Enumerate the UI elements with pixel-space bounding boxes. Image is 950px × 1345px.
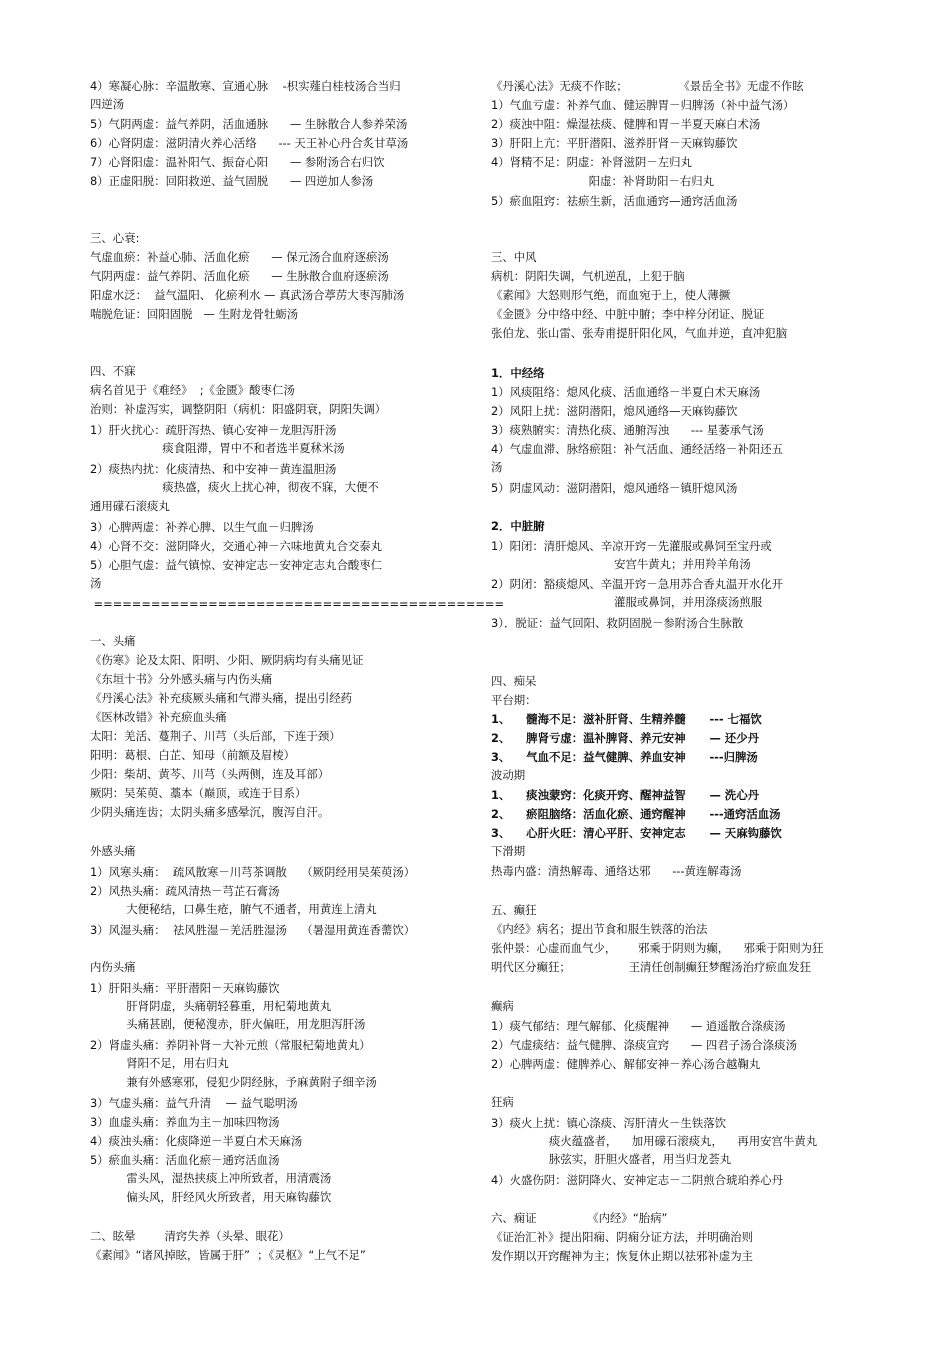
text-line: 3、 气血不足：益气健脾、养血安神 ---归脾汤 xyxy=(491,750,758,764)
text-line: 5）气阴两虚：益气养阴，活血通脉 — 生脉散合人参养荣汤 xyxy=(90,117,408,131)
text-line: 张仲景：心虚而血气少， 邪乘于阴则为癫， 邪乘于阳则为狂 xyxy=(491,941,824,955)
text-line: 7）心肾阳虚：温补阳气、振奋心阳 — 参附汤合右归饮 xyxy=(90,155,385,169)
text-line: 太阳：羌活、蔓荆子、川芎（头后部，下连于颈） xyxy=(90,729,341,743)
text-line: 安宫牛黄丸；并用羚羊角汤 xyxy=(491,557,751,571)
text-line: 四、不寐 xyxy=(90,364,136,378)
text-line: 《素闻》大怒则形气绝，而血宛于上，使人薄撅 xyxy=(491,288,731,302)
text-line: 5）瘀血头痛：活血化瘀－通窍活血汤 xyxy=(90,1153,280,1167)
text-line: 4）火盛伤阴：滋阴降火、安神定志－二阴煎合琥珀养心丹 xyxy=(491,1173,784,1187)
text-line: 三、中风 xyxy=(491,250,537,264)
text-line: 5）瘀血阻窍：祛瘀生新，活血通窍—通窍活血汤 xyxy=(491,194,738,208)
text-line: 《伤寒》论及太阳、阳明、少阳、厥阴病均有头痛见证 xyxy=(90,653,364,667)
text-line: 4）心肾不交：滋阴降火，交通心神－六味地黄丸合交泰丸 xyxy=(90,539,383,553)
text-line: 通用礞石滚痰丸 xyxy=(90,499,170,513)
text-line: 气虚血瘀：补益心肺、活血化瘀 — 保元汤合血府逐瘀汤 xyxy=(90,250,389,264)
text-line: 癫病 xyxy=(491,999,514,1013)
text-line: 3）心脾两虚：补养心脾、以生气血－归脾汤 xyxy=(90,520,314,534)
text-line: 下滑期 xyxy=(491,844,526,858)
text-line: 四、痴呆 xyxy=(491,674,537,688)
text-line: 平台期： xyxy=(491,693,537,707)
text-line: 1、 痰浊蒙窍：化痰开窍、醒神益智 — 洗心丹 xyxy=(491,788,759,802)
text-line: 少阳：柴胡、黄芩、川芎（头两侧，连及耳部） xyxy=(90,767,330,781)
text-line: 一、头痛 xyxy=(90,634,136,648)
text-line: 《东垣十书》分外感头痛与内伤头痛 xyxy=(90,672,273,686)
text-line: 2）气虚痰结：益气健脾、涤痰宣窍 — 四君子汤合涤痰汤 xyxy=(491,1038,797,1052)
text-line: 2、 瘀阻脑络：活血化瘀、通窍醒神 ---通窍活血汤 xyxy=(491,807,781,821)
text-line: 偏头风，肝经风火所致者，用天麻钩藤饮 xyxy=(90,1190,332,1204)
text-line: 1）痰气郁结：理气解郁、化痰醒神 — 逍遥散合涤痰汤 xyxy=(491,1019,786,1033)
text-line: 阳虚：补肾助阳－右归丸 xyxy=(491,174,715,188)
text-line: 《丹溪心法》补充痰厥头痛和气滞头痛，提出引经药 xyxy=(90,691,352,705)
text-line: 痰火蕴盛者， 加用礞石滚痰丸， 再用安宫牛黄丸 xyxy=(491,1134,818,1148)
text-line: 热毒内盛：清热解毒、通络达邪 ---黄连解毒汤 xyxy=(491,864,742,878)
text-line: 六、痫证 《内经》“胎病” xyxy=(491,1211,668,1225)
text-line: 二、眩晕 清窍失养（头晕、眼花） xyxy=(90,1229,290,1243)
text-line: 3）．脱证：益气回阳、救阴固脱－参附汤合生脉散 xyxy=(491,616,744,630)
text-line: 狂病 xyxy=(491,1095,514,1109)
text-line: 四逆汤 xyxy=(90,97,125,111)
text-line: 病机：阴阳失调，气机逆乱，上犯于脑 xyxy=(491,269,685,283)
text-line: 2）风热头痛：疏风清热－芎芷石膏汤 xyxy=(90,884,280,898)
text-line: 6）心肾阴虚：滋阴清火养心活络 --- 天王补心丹合炙甘草汤 xyxy=(90,136,409,150)
text-line: 4）寒凝心脉：辛温散寒、宣通心脉 -枳实薤白桂枝汤合当归 xyxy=(90,79,401,93)
text-line: 大便秘结，口鼻生疮，腑气不通者，用黄连上清丸 xyxy=(90,902,377,916)
text-line: 3）痰火上扰：镇心涤痰、泻肝清火－生铁落饮 xyxy=(491,1116,727,1130)
text-line: 兼有外感寒邪，侵犯少阴经脉，予麻黄附子细辛汤 xyxy=(90,1075,377,1089)
text-line: 3）肝阳上亢：平肝潜阳、滋养肝肾－天麻钩藤饮 xyxy=(491,136,738,150)
text-line: 2）痰热内扰：化痰清热、和中安神－黄连温胆汤 xyxy=(90,462,337,476)
text-line: 1．中经络 xyxy=(491,366,545,380)
text-line: 《素闻》“诸风掉眩，皆属于肝” ；《灵枢》“上气不足” xyxy=(90,1248,366,1262)
text-line: 汤 xyxy=(491,460,503,474)
text-line: 4）痰浊头痛：化痰降逆－半夏白术天麻汤 xyxy=(90,1134,303,1148)
text-line: 2）肾虚头痛：养阴补肾－大补元煎（常服杞菊地黄丸） xyxy=(90,1038,371,1052)
text-line: 《医林改错》补充瘀血头痛 xyxy=(90,710,227,724)
text-line: 阳明：葛根、白芷、知母（前额及眉棱） xyxy=(90,748,296,762)
text-line: 2）阴闭：豁痰熄风、辛温开窍－急用苏合香丸温开水化开 xyxy=(491,577,784,591)
text-line: 气阴两虚：益气养阴、活血化瘀 — 生脉散合血府逐瘀汤 xyxy=(90,269,389,283)
text-line: 2、 脾肾亏虚：温补脾肾、养元安神 — 还少丹 xyxy=(491,731,759,745)
text-line: 头痛甚剧，便秘溲赤，肝火偏旺，用龙胆泻肝汤 xyxy=(90,1017,366,1031)
text-line: 《内经》病名；提出节食和服生铁落的治法 xyxy=(491,922,708,936)
text-line: 2．中脏腑 xyxy=(491,519,545,533)
divider-rule: =========================================== xyxy=(90,597,505,611)
text-line: 发作期以开窍醒神为主；恢复休止期以祛邪补虚为主 xyxy=(491,1249,753,1263)
text-line: 肾阳不足，用右归丸 xyxy=(90,1056,229,1070)
text-line: 肝肾阴虚，头痛朝轻暮重，用杞菊地黄丸 xyxy=(90,999,332,1013)
text-line: 厥阴：吴茱萸、藁本（巅顶，或连于目系） xyxy=(90,786,307,800)
text-line: 痰热盛，痰火上扰心神，彻夜不寐，大便不 xyxy=(90,480,379,494)
text-line: 3）气虚头痛：益气升清 — 益气聪明汤 xyxy=(90,1096,298,1110)
text-line: 明代区分癫狂； 王清任创制癫狂梦醒汤治疗瘀血发狂 xyxy=(491,960,811,974)
text-line: 2）心脾两虚：健脾养心、解郁安神－养心汤合越鞠丸 xyxy=(491,1057,761,1071)
text-line: 3）血虚头痛：养血为主－加味四物汤 xyxy=(90,1115,280,1129)
text-line: 8）正虚阳脱：回阳救逆、益气固脱 — 四逆加人参汤 xyxy=(90,174,374,188)
text-line: 外感头痛 xyxy=(90,844,136,858)
text-line: 4）肾精不足：阴虚：补肾滋阴－左归丸 xyxy=(491,155,692,169)
text-line: 治则：补虚泻实，调整阴阳（病机：阳盛阴衰，阴阳失调） xyxy=(90,402,387,416)
text-line: 汤 xyxy=(90,576,102,590)
text-line: 喘脱危证：回阳固脱 — 生附龙骨牡蛎汤 xyxy=(90,307,299,321)
text-line: 《金匮》分中络中经、中脏中腑；李中梓分闭证、脱证 xyxy=(491,307,765,321)
text-line: 三、心衰: xyxy=(90,231,140,245)
text-line: 4）气虚血滞、脉络瘀阻：补气活血、通经活络－补阳还五 xyxy=(491,442,784,456)
text-line: 2）痰浊中阻：燥湿祛痰、健脾和胃－半夏天麻白术汤 xyxy=(491,117,761,131)
text-line: 脉弦实，肝胆火盛者，用当归龙荟丸 xyxy=(491,1152,732,1166)
text-line: 五、癫狂 xyxy=(491,903,537,917)
text-line: 张伯龙、张山雷、张寿甫提肝阳化风，气血并逆，直冲犯脑 xyxy=(491,326,788,340)
text-line: 病名首见于《难经》 ;《金匮》酸枣仁汤 xyxy=(90,383,295,397)
text-line: 痰食阻滞，胃中不和者选半夏秫米汤 xyxy=(90,441,345,455)
text-line: 1）阳闭：清肝熄风、辛凉开窍－先灌服或鼻饲至宝丹或 xyxy=(491,539,772,553)
text-line: 3）痰熟腑实：清热化痰、通腑泻浊 --- 星萎承气汤 xyxy=(491,423,764,437)
text-line: 2）风阳上扰：滋阴潜阳，熄风通络—天麻钩藤饮 xyxy=(491,404,738,418)
text-line: 3）风湿头痛： 祛风胜湿－羌活胜湿汤 （暑湿用黄连香薷饮） xyxy=(90,923,416,937)
text-line: 5）心胆气虚：益气镇惊、安神定志－安神定志丸合酸枣仁 xyxy=(90,558,383,572)
text-line: 1、 髓海不足：滋补肝肾、生精养髓 --- 七福饮 xyxy=(491,712,762,726)
text-line: 1）气血亏虚：补养气血、健运脾胃－归脾汤（补中益气汤） xyxy=(491,98,795,112)
text-line: 《证治汇补》提出阳痫、阴痫分证方法，并明确治则 xyxy=(491,1230,753,1244)
text-line: 3、 心肝火旺：清心平肝、安神定志 — 天麻钩藤饮 xyxy=(491,826,782,840)
text-line: 1）风寒头痛： 疏风散寒－川芎茶调散 （厥阴经用吴茱萸汤） xyxy=(90,865,416,879)
text-line: 阳虚水泛： 益气温阳、 化瘀利水 — 真武汤合葶苈大枣泻肺汤 xyxy=(90,288,405,302)
text-line: 5）阴虚风动：滋阴潜阳，熄风通络－镇肝熄风汤 xyxy=(491,481,738,495)
text-line: 灌服或鼻饲，并用涤痰汤煎服 xyxy=(491,595,763,609)
text-line: 波动期 xyxy=(491,768,526,782)
text-line: 《丹溪心法》无痰不作眩； 《景岳全书》无虚不作眩 xyxy=(491,79,804,93)
text-line: 1）风痰阻络：熄风化痰、活血通络－半夏白术天麻汤 xyxy=(491,385,761,399)
text-line: 1）肝火扰心：疏肝泻热、镇心安神－龙胆泻肝汤 xyxy=(90,423,337,437)
text-line: 雷头风，湿热挟痰上冲所致者，用清震汤 xyxy=(90,1171,332,1185)
text-line: 1）肝阳头痛：平肝潜阳－天麻钩藤饮 xyxy=(90,981,280,995)
text-line: 内伤头痛 xyxy=(90,960,136,974)
text-line: 少阴头痛连齿；太阴头痛多感晕沉，腹泻自汗。 xyxy=(90,805,330,819)
